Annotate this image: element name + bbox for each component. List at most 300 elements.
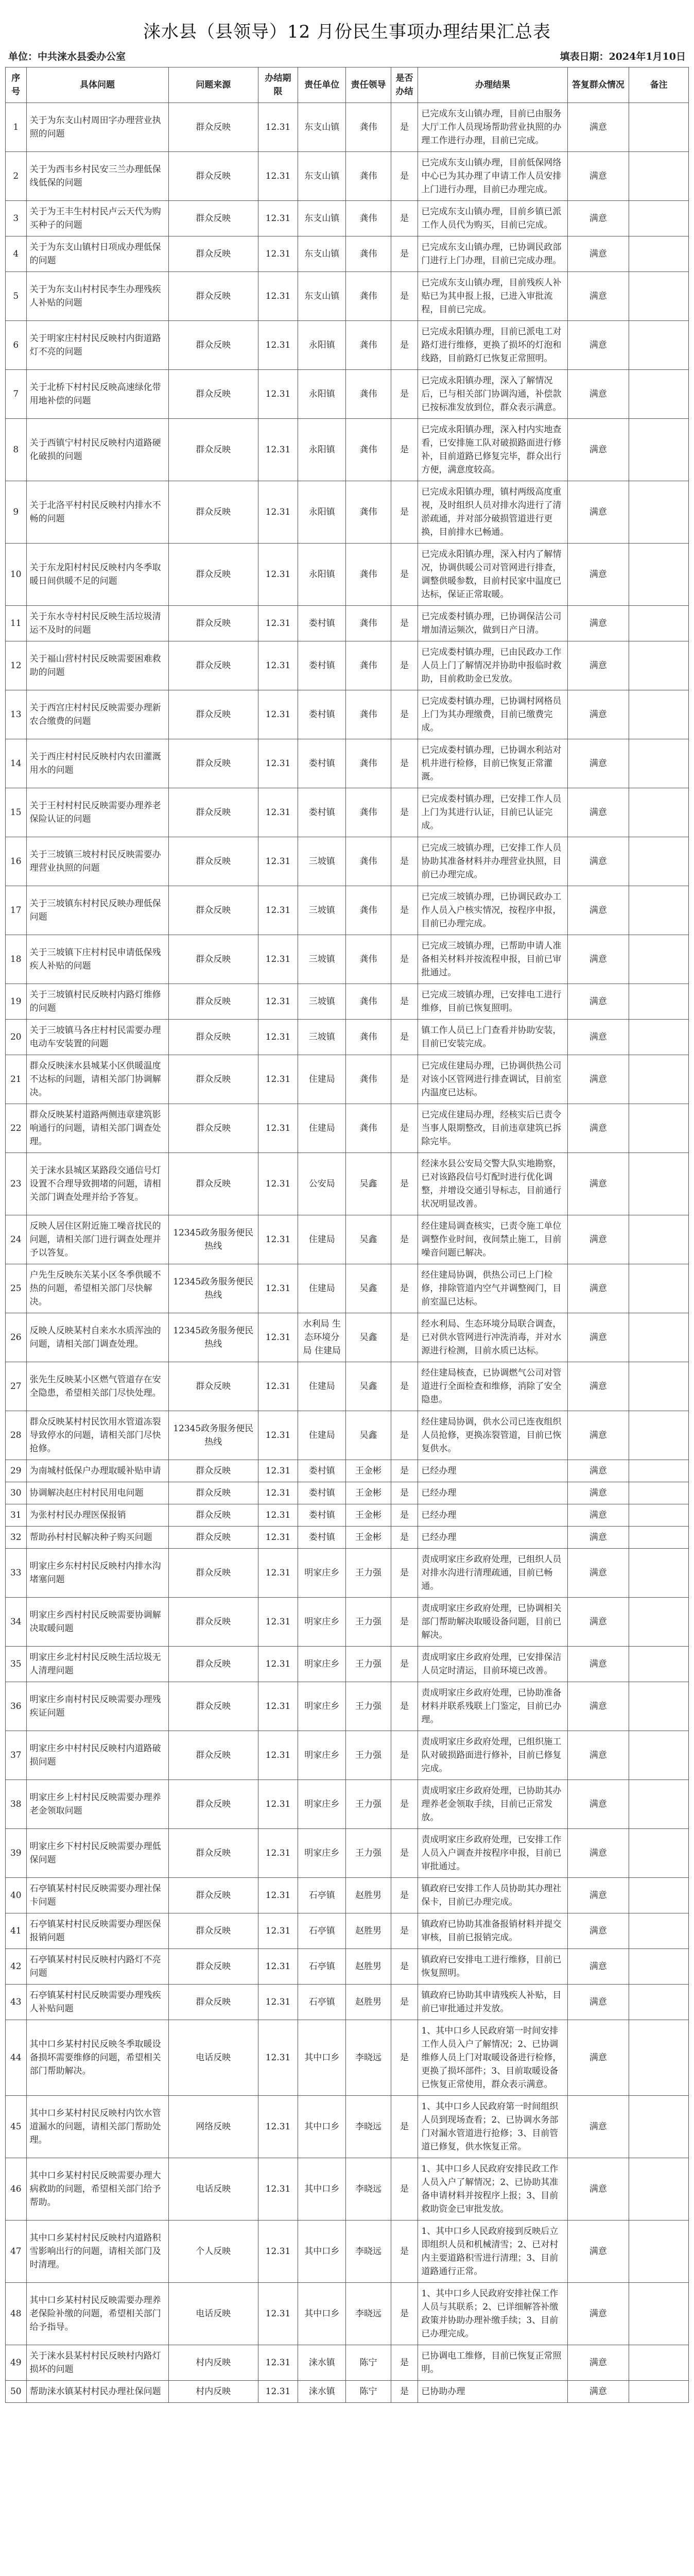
cell-leader: 王金彬	[346, 1482, 391, 1504]
cell-issue: 关于三坡镇村民反映村内路灯维修的问题	[26, 984, 168, 1020]
cell-issue: 关于为西韦乡村民安三兰办理低保线低保的问题	[26, 152, 168, 201]
cell-note	[629, 984, 689, 1020]
cell-unit: 涞水镇	[298, 2345, 346, 2381]
col-header-issue: 具体问题	[26, 67, 168, 103]
cell-unit: 三坡镇	[298, 935, 346, 984]
cell-done: 是	[391, 1949, 418, 1985]
cell-done: 是	[391, 1460, 418, 1482]
cell-done: 是	[391, 739, 418, 788]
table-row	[6, 1549, 689, 1598]
cell-reply: 满意	[567, 2096, 629, 2158]
cell-source: 群众反映	[168, 1985, 258, 2020]
cell-no: 1	[6, 103, 27, 152]
table-row	[6, 2020, 689, 2096]
cell-no: 35	[6, 1647, 27, 1682]
cell-no: 40	[6, 1878, 27, 1913]
cell-leader: 吴鑫	[346, 1215, 391, 1264]
cell-done: 是	[391, 1780, 418, 1829]
cell-issue: 帮助孙村村民解决种子购买问题	[26, 1527, 168, 1549]
cell-no: 48	[6, 2283, 27, 2345]
cell-note	[629, 1985, 689, 2020]
cell-reply: 满意	[567, 1985, 629, 2020]
cell-note	[629, 2158, 689, 2221]
cell-result: 已完成东支山镇办理，目前残疾人补贴已为其申报上报，已进入审批流程，目前已完成。	[418, 272, 567, 321]
cell-deadline: 12.31	[258, 1682, 298, 1731]
cell-unit: 住建局	[298, 1215, 346, 1264]
cell-deadline: 12.31	[258, 1504, 298, 1527]
cell-no: 8	[6, 419, 27, 481]
cell-issue: 反映人居住区附近施工噪音扰民的问题，请相关部门进行调查处理并予以答复。	[26, 1215, 168, 1264]
cell-source: 电话反映	[168, 2158, 258, 2221]
cell-leader: 龚伟	[346, 984, 391, 1020]
cell-issue: 关于西庄村村民反映村内农田灌溉用水的问题	[26, 739, 168, 788]
cell-leader: 吴鑫	[346, 1362, 391, 1411]
cell-deadline: 12.31	[258, 1949, 298, 1985]
cell-note	[629, 2283, 689, 2345]
cell-result: 已完成永阳镇办理，目前已派电工对路灯进行维修，更换了损坏的灯泡和线路，目前路灯已恢复正常照明。	[418, 321, 567, 370]
cell-no: 31	[6, 1504, 27, 1527]
cell-result: 已完成永阳镇办理，镇村两级高度重视，及时组织人员对排水沟进行了清淤疏通，并对部分破损管道进行更换，目前排水已畅通。	[418, 481, 567, 544]
cell-leader: 龚伟	[346, 236, 391, 272]
cell-note	[629, 1682, 689, 1731]
table-row	[6, 1598, 689, 1647]
cell-leader: 陈宁	[346, 2345, 391, 2381]
col-header-leader: 责任领导	[346, 67, 391, 103]
cell-reply: 满意	[567, 1682, 629, 1731]
cell-note	[629, 606, 689, 641]
cell-deadline: 12.31	[258, 1780, 298, 1829]
cell-leader: 赵胜男	[346, 1949, 391, 1985]
cell-reply: 满意	[567, 935, 629, 984]
cell-note	[629, 690, 689, 739]
cell-no: 30	[6, 1482, 27, 1504]
cell-note	[629, 321, 689, 370]
col-header-note: 备注	[629, 67, 689, 103]
col-header-reply: 答复群众情况	[567, 67, 629, 103]
cell-result: 经住建局核查，已协调燃气公司对管道进行全面检查和维修，消除了安全隐患。	[418, 1362, 567, 1411]
cell-leader: 龚伟	[346, 544, 391, 606]
cell-issue: 帮助涞水镇某村村民办理社保问题	[26, 2381, 168, 2403]
cell-reply: 满意	[567, 1780, 629, 1829]
cell-source: 网络反映	[168, 2096, 258, 2158]
table-row	[6, 321, 689, 370]
cell-no: 37	[6, 1731, 27, 1780]
cell-result: 责成明家庄乡政府处理，已协助其办理养老金领取手续，目前已正常发放。	[418, 1780, 567, 1829]
cell-source: 群众反映	[168, 1949, 258, 1985]
cell-leader: 龚伟	[346, 641, 391, 690]
cell-done: 是	[391, 272, 418, 321]
cell-note	[629, 1153, 689, 1215]
cell-deadline: 12.31	[258, 272, 298, 321]
cell-deadline: 12.31	[258, 152, 298, 201]
cell-done: 是	[391, 1411, 418, 1460]
table-row	[6, 1411, 689, 1460]
cell-result: 已完成永阳镇办理，深入了解情况后，已与相关部门协调沟通，补偿款已按标准发放到位，群众表示满意。	[418, 370, 567, 419]
cell-issue: 关于三坡镇三坡村村民反映需要办理营业执照的问题	[26, 837, 168, 886]
cell-result: 已经办理	[418, 1504, 567, 1527]
cell-leader: 龚伟	[346, 201, 391, 236]
table-row	[6, 370, 689, 419]
col-header-result: 办理结果	[418, 67, 567, 103]
cell-reply: 满意	[567, 2020, 629, 2096]
cell-reply: 满意	[567, 1104, 629, 1153]
cell-done: 是	[391, 1264, 418, 1313]
cell-source: 群众反映	[168, 152, 258, 201]
cell-deadline: 12.31	[258, 690, 298, 739]
cell-note	[629, 544, 689, 606]
cell-reply: 满意	[567, 1504, 629, 1527]
cell-done: 是	[391, 984, 418, 1020]
cell-source: 群众反映	[168, 1055, 258, 1104]
cell-deadline: 12.31	[258, 2158, 298, 2221]
cell-deadline: 12.31	[258, 984, 298, 1020]
cell-issue: 为张村村民办理医保报销	[26, 1504, 168, 1527]
cell-done: 是	[391, 886, 418, 935]
cell-reply: 满意	[567, 788, 629, 837]
cell-reply: 满意	[567, 1153, 629, 1215]
cell-result: 已完成娄村镇办理，已协调水利站对机井进行检修，目前已恢复正常灌溉。	[418, 739, 567, 788]
cell-no: 19	[6, 984, 27, 1020]
cell-no: 12	[6, 641, 27, 690]
cell-leader: 王力强	[346, 1829, 391, 1878]
cell-issue: 明家庄乡下村村民反映需要办理低保问题	[26, 1829, 168, 1878]
cell-note	[629, 886, 689, 935]
cell-no: 5	[6, 272, 27, 321]
cell-reply: 满意	[567, 739, 629, 788]
table-row	[6, 739, 689, 788]
cell-leader: 吴鑫	[346, 1411, 391, 1460]
cell-result: 责成明家庄乡政府处理，已安排保洁人员定时清运，目前环境已改善。	[418, 1647, 567, 1682]
cell-source: 群众反映	[168, 935, 258, 984]
cell-done: 是	[391, 1598, 418, 1647]
cell-unit: 永阳镇	[298, 481, 346, 544]
cell-reply: 满意	[567, 236, 629, 272]
table-header-row	[6, 67, 689, 103]
cell-done: 是	[391, 1313, 418, 1362]
cell-reply: 满意	[567, 1598, 629, 1647]
cell-source: 群众反映	[168, 1829, 258, 1878]
cell-leader: 龚伟	[346, 739, 391, 788]
cell-done: 是	[391, 788, 418, 837]
cell-deadline: 12.31	[258, 1411, 298, 1460]
cell-note	[629, 1055, 689, 1104]
cell-issue: 关于北桥下村村民反映高速绿化带用地补偿的问题	[26, 370, 168, 419]
cell-leader: 龚伟	[346, 419, 391, 481]
cell-result: 镇政府已协助其申请残疾人补贴，目前已审批通过并发放。	[418, 1985, 567, 2020]
cell-source: 群众反映	[168, 419, 258, 481]
table-row	[6, 788, 689, 837]
cell-result: 镇政府已协助其准备报销材料并提交审核，目前已报销完成。	[418, 1913, 567, 1949]
cell-unit: 住建局	[298, 1362, 346, 1411]
cell-no: 38	[6, 1780, 27, 1829]
cell-done: 是	[391, 1482, 418, 1504]
cell-unit: 公安局	[298, 1153, 346, 1215]
cell-deadline: 12.31	[258, 1362, 298, 1411]
cell-no: 32	[6, 1527, 27, 1549]
cell-leader: 王金彬	[346, 1527, 391, 1549]
cell-leader: 龚伟	[346, 837, 391, 886]
cell-result: 镇工作人员已上门查看并协助安装，目前已安装完成。	[418, 1020, 567, 1055]
cell-deadline: 12.31	[258, 1460, 298, 1482]
table-row	[6, 2345, 689, 2381]
cell-issue: 张先生反映某小区燃气管道存在安全隐患，希望相关部门尽快处理。	[26, 1362, 168, 1411]
cell-no: 43	[6, 1985, 27, 2020]
cell-reply: 满意	[567, 321, 629, 370]
cell-no: 21	[6, 1055, 27, 1104]
cell-deadline: 12.31	[258, 641, 298, 690]
cell-no: 28	[6, 1411, 27, 1460]
cell-unit: 明家庄乡	[298, 1731, 346, 1780]
cell-issue: 其中口乡某村村民反映村内道路积雪影响出行的问题，请相关部门及时清理。	[26, 2221, 168, 2283]
cell-no: 6	[6, 321, 27, 370]
cell-unit: 东支山镇	[298, 236, 346, 272]
cell-unit: 东支山镇	[298, 103, 346, 152]
cell-result: 已经办理	[418, 1482, 567, 1504]
cell-note	[629, 1104, 689, 1153]
table-row	[6, 2381, 689, 2403]
cell-deadline: 12.31	[258, 788, 298, 837]
cell-unit: 住建局	[298, 1411, 346, 1460]
cell-unit: 娄村镇	[298, 1482, 346, 1504]
table-row	[6, 886, 689, 935]
cell-unit: 三坡镇	[298, 886, 346, 935]
cell-deadline: 12.31	[258, 544, 298, 606]
cell-result: 已完成住建局办理，经核实后已责令当事人限期整改，目前违章建筑已拆除完毕。	[418, 1104, 567, 1153]
cell-done: 是	[391, 481, 418, 544]
cell-unit: 永阳镇	[298, 544, 346, 606]
cell-unit: 明家庄乡	[298, 1829, 346, 1878]
cell-no: 50	[6, 2381, 27, 2403]
table-row	[6, 1647, 689, 1682]
cell-unit: 其中口乡	[298, 2020, 346, 2096]
cell-result: 1、其中口乡人民政府第一时间组织人员到现场查看；2、已协调水务部门对漏水管道进行抢修；3、目前管道已修复，供水恢复正常。	[418, 2096, 567, 2158]
cell-source: 电话反映	[168, 2020, 258, 2096]
cell-deadline: 12.31	[258, 2283, 298, 2345]
table-row	[6, 1829, 689, 1878]
cell-result: 已完成东支山镇办理，目前已由服务大厅工作人员现场帮助营业执照的办理工作进行办理，目前已完成。	[418, 103, 567, 152]
cell-leader: 王力强	[346, 1549, 391, 1598]
cell-source: 12345政务服务便民热线	[168, 1264, 258, 1313]
col-header-done: 是否办结	[391, 67, 418, 103]
table-row	[6, 1878, 689, 1913]
cell-leader: 李晓远	[346, 2020, 391, 2096]
cell-leader: 龚伟	[346, 935, 391, 984]
cell-no: 27	[6, 1362, 27, 1411]
cell-result: 责成明家庄乡政府处理，已安排工作人员入户调查并按程序申报，目前已审批通过。	[418, 1829, 567, 1878]
table-row	[6, 2096, 689, 2158]
report-title: 涞水县（县领导）12 月份民生事项办理结果汇总表	[143, 22, 551, 42]
cell-no: 45	[6, 2096, 27, 2158]
cell-reply: 满意	[567, 1549, 629, 1598]
cell-deadline: 12.31	[258, 1913, 298, 1949]
table-row	[6, 690, 689, 739]
cell-deadline: 12.31	[258, 935, 298, 984]
table-row	[6, 641, 689, 690]
cell-issue: 关于明家庄村村民反映村内街道路灯不亮的问题	[26, 321, 168, 370]
cell-leader: 王力强	[346, 1780, 391, 1829]
cell-leader: 李晓远	[346, 2096, 391, 2158]
cell-result: 镇政府已安排工作人员协助其办理社保卡，目前已办理完成。	[418, 1878, 567, 1913]
cell-source: 群众反映	[168, 788, 258, 837]
cell-deadline: 12.31	[258, 1829, 298, 1878]
cell-source: 群众反映	[168, 370, 258, 419]
cell-deadline: 12.31	[258, 2020, 298, 2096]
table-row	[6, 272, 689, 321]
cell-deadline: 12.31	[258, 837, 298, 886]
cell-unit: 永阳镇	[298, 321, 346, 370]
cell-source: 村内反映	[168, 2381, 258, 2403]
col-header-deadline: 办结期限	[258, 67, 298, 103]
cell-no: 47	[6, 2221, 27, 2283]
cell-issue: 反映人反映某村自来水水质浑浊的问题，请相关部门调查处理。	[26, 1313, 168, 1362]
cell-reply: 满意	[567, 1482, 629, 1504]
cell-unit: 明家庄乡	[298, 1647, 346, 1682]
cell-note	[629, 2221, 689, 2283]
cell-deadline: 12.31	[258, 606, 298, 641]
cell-no: 9	[6, 481, 27, 544]
table-row	[6, 1055, 689, 1104]
cell-done: 是	[391, 1731, 418, 1780]
cell-leader: 龚伟	[346, 103, 391, 152]
cell-reply: 满意	[567, 1949, 629, 1985]
cell-source: 群众反映	[168, 837, 258, 886]
cell-note	[629, 1913, 689, 1949]
cell-result: 已协调电工维修，目前已恢复正常照明。	[418, 2345, 567, 2381]
cell-no: 14	[6, 739, 27, 788]
cell-done: 是	[391, 370, 418, 419]
cell-deadline: 12.31	[258, 1264, 298, 1313]
cell-note	[629, 788, 689, 837]
table-row	[6, 152, 689, 201]
table-row	[6, 1215, 689, 1264]
cell-reply: 满意	[567, 1215, 629, 1264]
cell-done: 是	[391, 1829, 418, 1878]
cell-deadline: 12.31	[258, 1878, 298, 1913]
cell-issue: 其中口乡某村村民反映村内饮水管道漏水的问题，请相关部门帮助处理。	[26, 2096, 168, 2158]
table-row	[6, 1682, 689, 1731]
cell-leader: 龚伟	[346, 606, 391, 641]
cell-no: 41	[6, 1913, 27, 1949]
cell-note	[629, 935, 689, 984]
cell-no: 20	[6, 1020, 27, 1055]
cell-done: 是	[391, 321, 418, 370]
cell-leader: 龚伟	[346, 152, 391, 201]
cell-done: 是	[391, 201, 418, 236]
cell-unit: 娄村镇	[298, 1504, 346, 1527]
cell-leader: 龚伟	[346, 690, 391, 739]
cell-reply: 满意	[567, 152, 629, 201]
cell-done: 是	[391, 2158, 418, 2221]
cell-issue: 为南城村低保户办理取暖补贴申请	[26, 1460, 168, 1482]
col-header-source: 问题来源	[168, 67, 258, 103]
cell-leader: 赵胜男	[346, 1878, 391, 1913]
cell-done: 是	[391, 2345, 418, 2381]
cell-deadline: 12.31	[258, 103, 298, 152]
cell-no: 15	[6, 788, 27, 837]
col-header-no: 序号	[6, 67, 27, 103]
cell-done: 是	[391, 1055, 418, 1104]
cell-issue: 关于三坡镇马各庄村村民需要办理电动车安装置的问题	[26, 1020, 168, 1055]
cell-unit: 明家庄乡	[298, 1598, 346, 1647]
cell-source: 群众反映	[168, 236, 258, 272]
cell-unit: 其中口乡	[298, 2158, 346, 2221]
cell-deadline: 12.31	[258, 1153, 298, 1215]
table-row	[6, 837, 689, 886]
table-row	[6, 935, 689, 984]
cell-issue: 关于为王丰生村村民卢云天代为购买种子的问题	[26, 201, 168, 236]
cell-issue: 关于东水寺村村民反映生活垃圾清运不及时的问题	[26, 606, 168, 641]
cell-unit: 住建局	[298, 1055, 346, 1104]
cell-no: 17	[6, 886, 27, 935]
cell-reply: 满意	[567, 641, 629, 690]
cell-source: 群众反映	[168, 606, 258, 641]
cell-note	[629, 1020, 689, 1055]
cell-issue: 石亭镇某村村民反映需要办理残疾人补贴问题	[26, 1985, 168, 2020]
cell-unit: 石亭镇	[298, 1985, 346, 2020]
cell-source: 群众反映	[168, 641, 258, 690]
cell-no: 29	[6, 1460, 27, 1482]
cell-unit: 娄村镇	[298, 606, 346, 641]
cell-no: 10	[6, 544, 27, 606]
cell-result: 1、其中口乡人民政府安排民政工作人员入户了解情况；2、已协助其准备申请材料并按程序上报；3、目前救助资金已审批发放。	[418, 2158, 567, 2221]
cell-done: 是	[391, 641, 418, 690]
cell-leader: 龚伟	[346, 1055, 391, 1104]
unit-label: 单位：中共涞水县委办公室	[8, 51, 126, 62]
cell-done: 是	[391, 1362, 418, 1411]
cell-deadline: 12.31	[258, 1313, 298, 1362]
cell-leader: 赵胜男	[346, 1985, 391, 2020]
cell-leader: 龚伟	[346, 886, 391, 935]
cell-note	[629, 641, 689, 690]
cell-note	[629, 2345, 689, 2381]
cell-deadline: 12.31	[258, 1215, 298, 1264]
table-row	[6, 1985, 689, 2020]
cell-note	[629, 1731, 689, 1780]
cell-leader: 李晓远	[346, 2221, 391, 2283]
cell-deadline: 12.31	[258, 321, 298, 370]
cell-note	[629, 236, 689, 272]
date-label: 填表日期：2024年1月10日	[560, 51, 686, 62]
cell-issue: 关于三坡镇下庄村村民申请低保残疾人补贴的问题	[26, 935, 168, 984]
cell-note	[629, 1362, 689, 1411]
cell-deadline: 12.31	[258, 1549, 298, 1598]
cell-source: 村内反映	[168, 2345, 258, 2381]
cell-result: 已完成三坡镇办理，已帮助申请人准备相关材料并按流程申报，目前已审批通过。	[418, 935, 567, 984]
cell-note	[629, 481, 689, 544]
table-row	[6, 1913, 689, 1949]
cell-no: 25	[6, 1264, 27, 1313]
cell-note	[629, 837, 689, 886]
cell-issue: 关于北洛平村村民反映村内排水不畅的问题	[26, 481, 168, 544]
cell-note	[629, 1411, 689, 1460]
table-row	[6, 606, 689, 641]
cell-reply: 满意	[567, 1829, 629, 1878]
cell-reply: 满意	[567, 2158, 629, 2221]
cell-reply: 满意	[567, 1527, 629, 1549]
cell-source: 电话反映	[168, 2283, 258, 2345]
cell-unit: 明家庄乡	[298, 1780, 346, 1829]
cell-reply: 满意	[567, 201, 629, 236]
cell-issue: 明家庄乡北村村民反映生活垃圾无人清理问题	[26, 1647, 168, 1682]
cell-source: 群众反映	[168, 1549, 258, 1598]
cell-unit: 住建局	[298, 1104, 346, 1153]
cell-result: 已经办理	[418, 1527, 567, 1549]
cell-issue: 明家庄乡东村村民反映村内排水沟堵塞问题	[26, 1549, 168, 1598]
cell-result: 已完成三坡镇办理，已协调民政办工作人员入户核实情况，按程序申报，目前已办理完成。	[418, 886, 567, 935]
cell-note	[629, 2381, 689, 2403]
cell-result: 责成明家庄乡政府处理，已协调相关部门帮助解决取暖设备问题，目前已解决。	[418, 1598, 567, 1647]
cell-note	[629, 2096, 689, 2158]
